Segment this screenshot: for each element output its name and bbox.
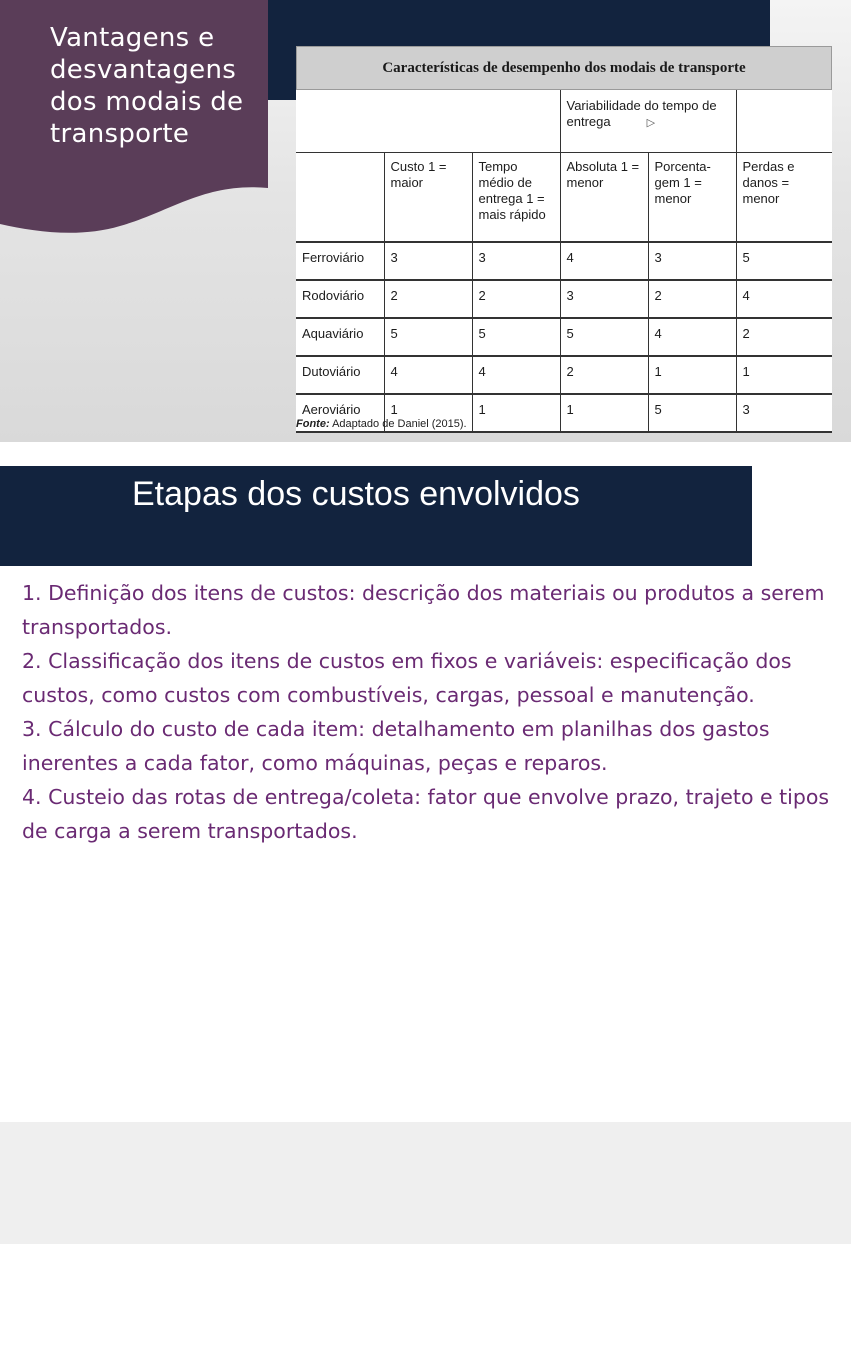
column-header: Perdas e danos = menor (736, 153, 832, 243)
column-header: Absoluta 1 = menor (560, 153, 648, 243)
step-item: 1. Definição dos itens de custos: descrição dos materiais ou produtos a serem transportados. (22, 581, 825, 639)
table-cell: 3 (648, 242, 736, 280)
table-cell: 4 (560, 242, 648, 280)
column-header: Porcenta-gem 1 = menor (648, 153, 736, 243)
table-cell: 3 (736, 394, 832, 432)
column-header: Custo 1 = maior (384, 153, 472, 243)
group-header: Variabilidade do tempo de entrega ▷ (560, 90, 736, 153)
source-text: Adaptado de Daniel (2015). (332, 418, 467, 430)
table-cell: 5 (560, 318, 648, 356)
step-item: 2. Classificação dos itens de custos em fixos e variáveis: especificação dos custos, como custos com combustíveis, cargas, pessoal e manutenção. (22, 649, 792, 707)
table-cell: 2 (384, 280, 472, 318)
table-cell: 4 (472, 356, 560, 394)
table-cell: 1 (384, 394, 472, 432)
table-row (296, 356, 832, 394)
table-cell: 2 (736, 318, 832, 356)
table-caption: Características de desempenho dos modais de transporte (296, 46, 832, 90)
table-cell: 1 (560, 394, 648, 432)
row-label: Ferroviário (296, 242, 384, 280)
table-cell: 2 (472, 280, 560, 318)
step-item: 4. Custeio das rotas de entrega/coleta: fator que envolve prazo, trajeto e tipos de carga a serem transportados. (22, 785, 830, 843)
footer-band (0, 1122, 851, 1244)
table-row (296, 318, 832, 356)
table-cell: 4 (648, 318, 736, 356)
performance-table (296, 46, 832, 433)
row-label: Aeroviário (296, 394, 384, 432)
table-row (296, 280, 832, 318)
table-cell: 5 (472, 318, 560, 356)
row-label: Aquaviário (296, 318, 384, 356)
table-cell: 4 (736, 280, 832, 318)
slide2-title: Etapas dos custos envolvidos (132, 475, 580, 513)
table-cell: 5 (736, 242, 832, 280)
slide-title: Vantagens e desvantagens dos modais de transporte (50, 23, 244, 149)
source-label: Fonte: (296, 418, 330, 430)
row-label: Dutoviário (296, 356, 384, 394)
table-cell: 1 (736, 356, 832, 394)
table-cell: 2 (648, 280, 736, 318)
slide-modais (0, 0, 851, 442)
table-cell: 1 (648, 356, 736, 394)
step-item: 3. Cálculo do custo de cada item: detalhamento em planilhas dos gastos inerentes a cada fator, como máquinas, peças e reparos. (22, 717, 770, 775)
steps-list (22, 576, 847, 848)
table-cell: 5 (384, 318, 472, 356)
table-cell: 5 (648, 394, 736, 432)
table-cell: 1 (472, 394, 560, 432)
column-header: Tempo médio de entrega 1 = mais rápido (472, 153, 560, 243)
row-label: Rodoviário (296, 280, 384, 318)
modal-table (296, 90, 832, 433)
table-cell: 3 (472, 242, 560, 280)
table-cell: 3 (560, 280, 648, 318)
table-cell: 2 (560, 356, 648, 394)
table-cell: 4 (384, 356, 472, 394)
table-row (296, 242, 832, 280)
table-cell: 3 (384, 242, 472, 280)
table-source (296, 418, 467, 430)
mouse-cursor-icon: ▷ (646, 117, 656, 129)
